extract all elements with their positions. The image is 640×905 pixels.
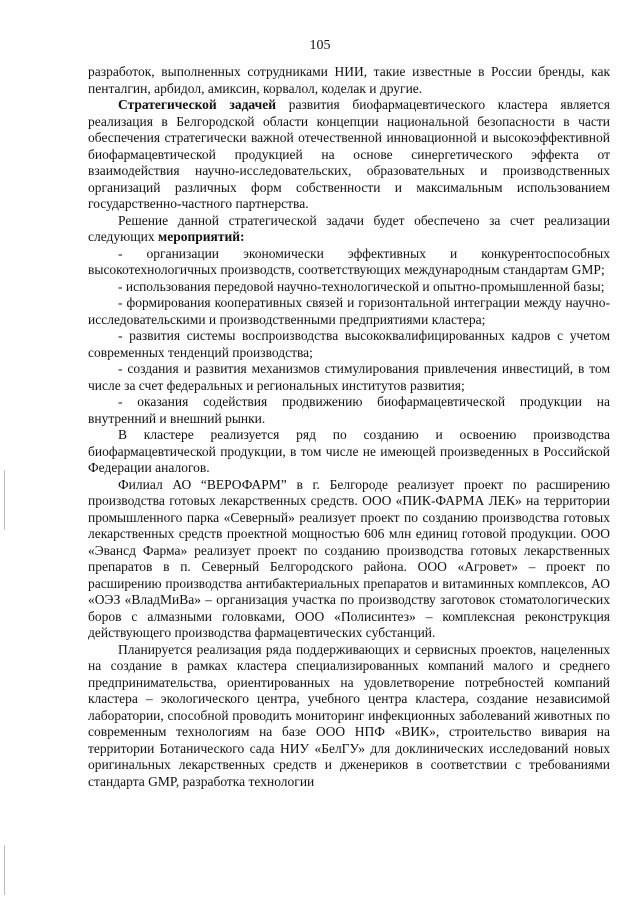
- list-item: - организации экономически эффективных и конкурентоспособных высокотехнологичных производств, соответствующих международным стандартам GMP;: [88, 245, 610, 277]
- paragraph: В кластере реализуется ряд по созданию и освоению производства биофармацевтической продукции, в том числе не имеющей произведенных в Российской Федерации аналогов.: [88, 427, 610, 475]
- list-item: - использования передовой научно-технологической и опытно-промышленной базы;: [118, 278, 605, 294]
- list-item: - создания и развития механизмов стимулирования привлечения инвестиций, в том числе за счет федеральных и региональных институтов развития;: [88, 361, 610, 393]
- list-item: - оказания содействия продвижению биофармацевтической продукции на внутренний и внешний рынки.: [88, 394, 610, 426]
- paragraph: [88, 213, 610, 246]
- paragraph: [88, 97, 610, 213]
- paragraph-text: Решение данной стратегической задачи будет обеспечено за счет реализации следующих: [88, 212, 610, 244]
- paragraph-text: развития биофармацевтического кластера является реализация в Белгородской области концепции национальной безопасности в части обеспечения стратегически важной отечественной инновационной и высокоэффективной биофармацевтической продукцией на основе синергетического эффекта от взаимодействия научно-исследовательских, образовательных и производственных организаций различных форм собственности и максимальным использованием государственно-частного партнерства.: [88, 97, 611, 211]
- list-item: - формирования кооперативных связей и горизонтальной интеграции между научно-исследовательскими и производственными предприятиями кластера;: [88, 295, 610, 327]
- page-number: 105: [309, 38, 331, 53]
- paragraph: Филиал АО “ВЕРОФАРМ” в г. Белгороде реализует проект по расширению производства готовых лекарственных средств. ООО «ПИК-ФАРМА ЛЕК» на территории промышленного парка «Северный» реализует проект по созданию производства готовых лекарственных средств проектной мощностью 606 млн единиц готовой продукции. ООО «Эвансд Фарма» реализует проект по созданию производства готовых лекарственных препаратов в п. Северный Белгородского района. ООО «Агровет» – проект по расширению производства антибактериальных препаратов и витаминных комплексов, АО «ОЭЗ «ВладМиВа» – организация участка по производству заготовок стоматологических боров с алмазными головками, ООО «Полисинтез» – комплексная реконструкция действующего производства фармацевтических субстанций.: [88, 476, 610, 640]
- scan-edge-line: [4, 845, 5, 895]
- document-body: [88, 64, 610, 790]
- bold-term: Стратегической задачей: [118, 97, 277, 112]
- scan-edge-line: [4, 470, 5, 530]
- paragraph: Планируется реализация ряда поддерживающих и сервисных проектов, нацеленных на создание в рамках кластера специализированных компаний малого и среднего предпринимательства, ориентированных на удовлетворение потребностей компаний кластера – экологического центра, учебного центра кластера, создание независимой лаборатории, способной проводить мониторинг инфекционных заболеваний животных по современным технологиям на базе ООО НПФ «ВИК», строительство вивария на территории Ботанического сада НИУ «БелГУ» для доклинических исследований новых оригинальных лекарственных средств и дженериков в соответствии с требованиями стандарта GMP, разработка технологии: [88, 641, 610, 789]
- paragraph: разработок, выполненных сотрудниками НИИ, такие известные в России бренды, как пенталгин, арбидол, амиксин, корвалол, коделак и другие.: [88, 64, 610, 96]
- bold-term: мероприятий:: [158, 229, 245, 244]
- list-item: - развития системы воспроизводства высококвалифицированных кадров с учетом современных тенденций производства;: [88, 328, 610, 360]
